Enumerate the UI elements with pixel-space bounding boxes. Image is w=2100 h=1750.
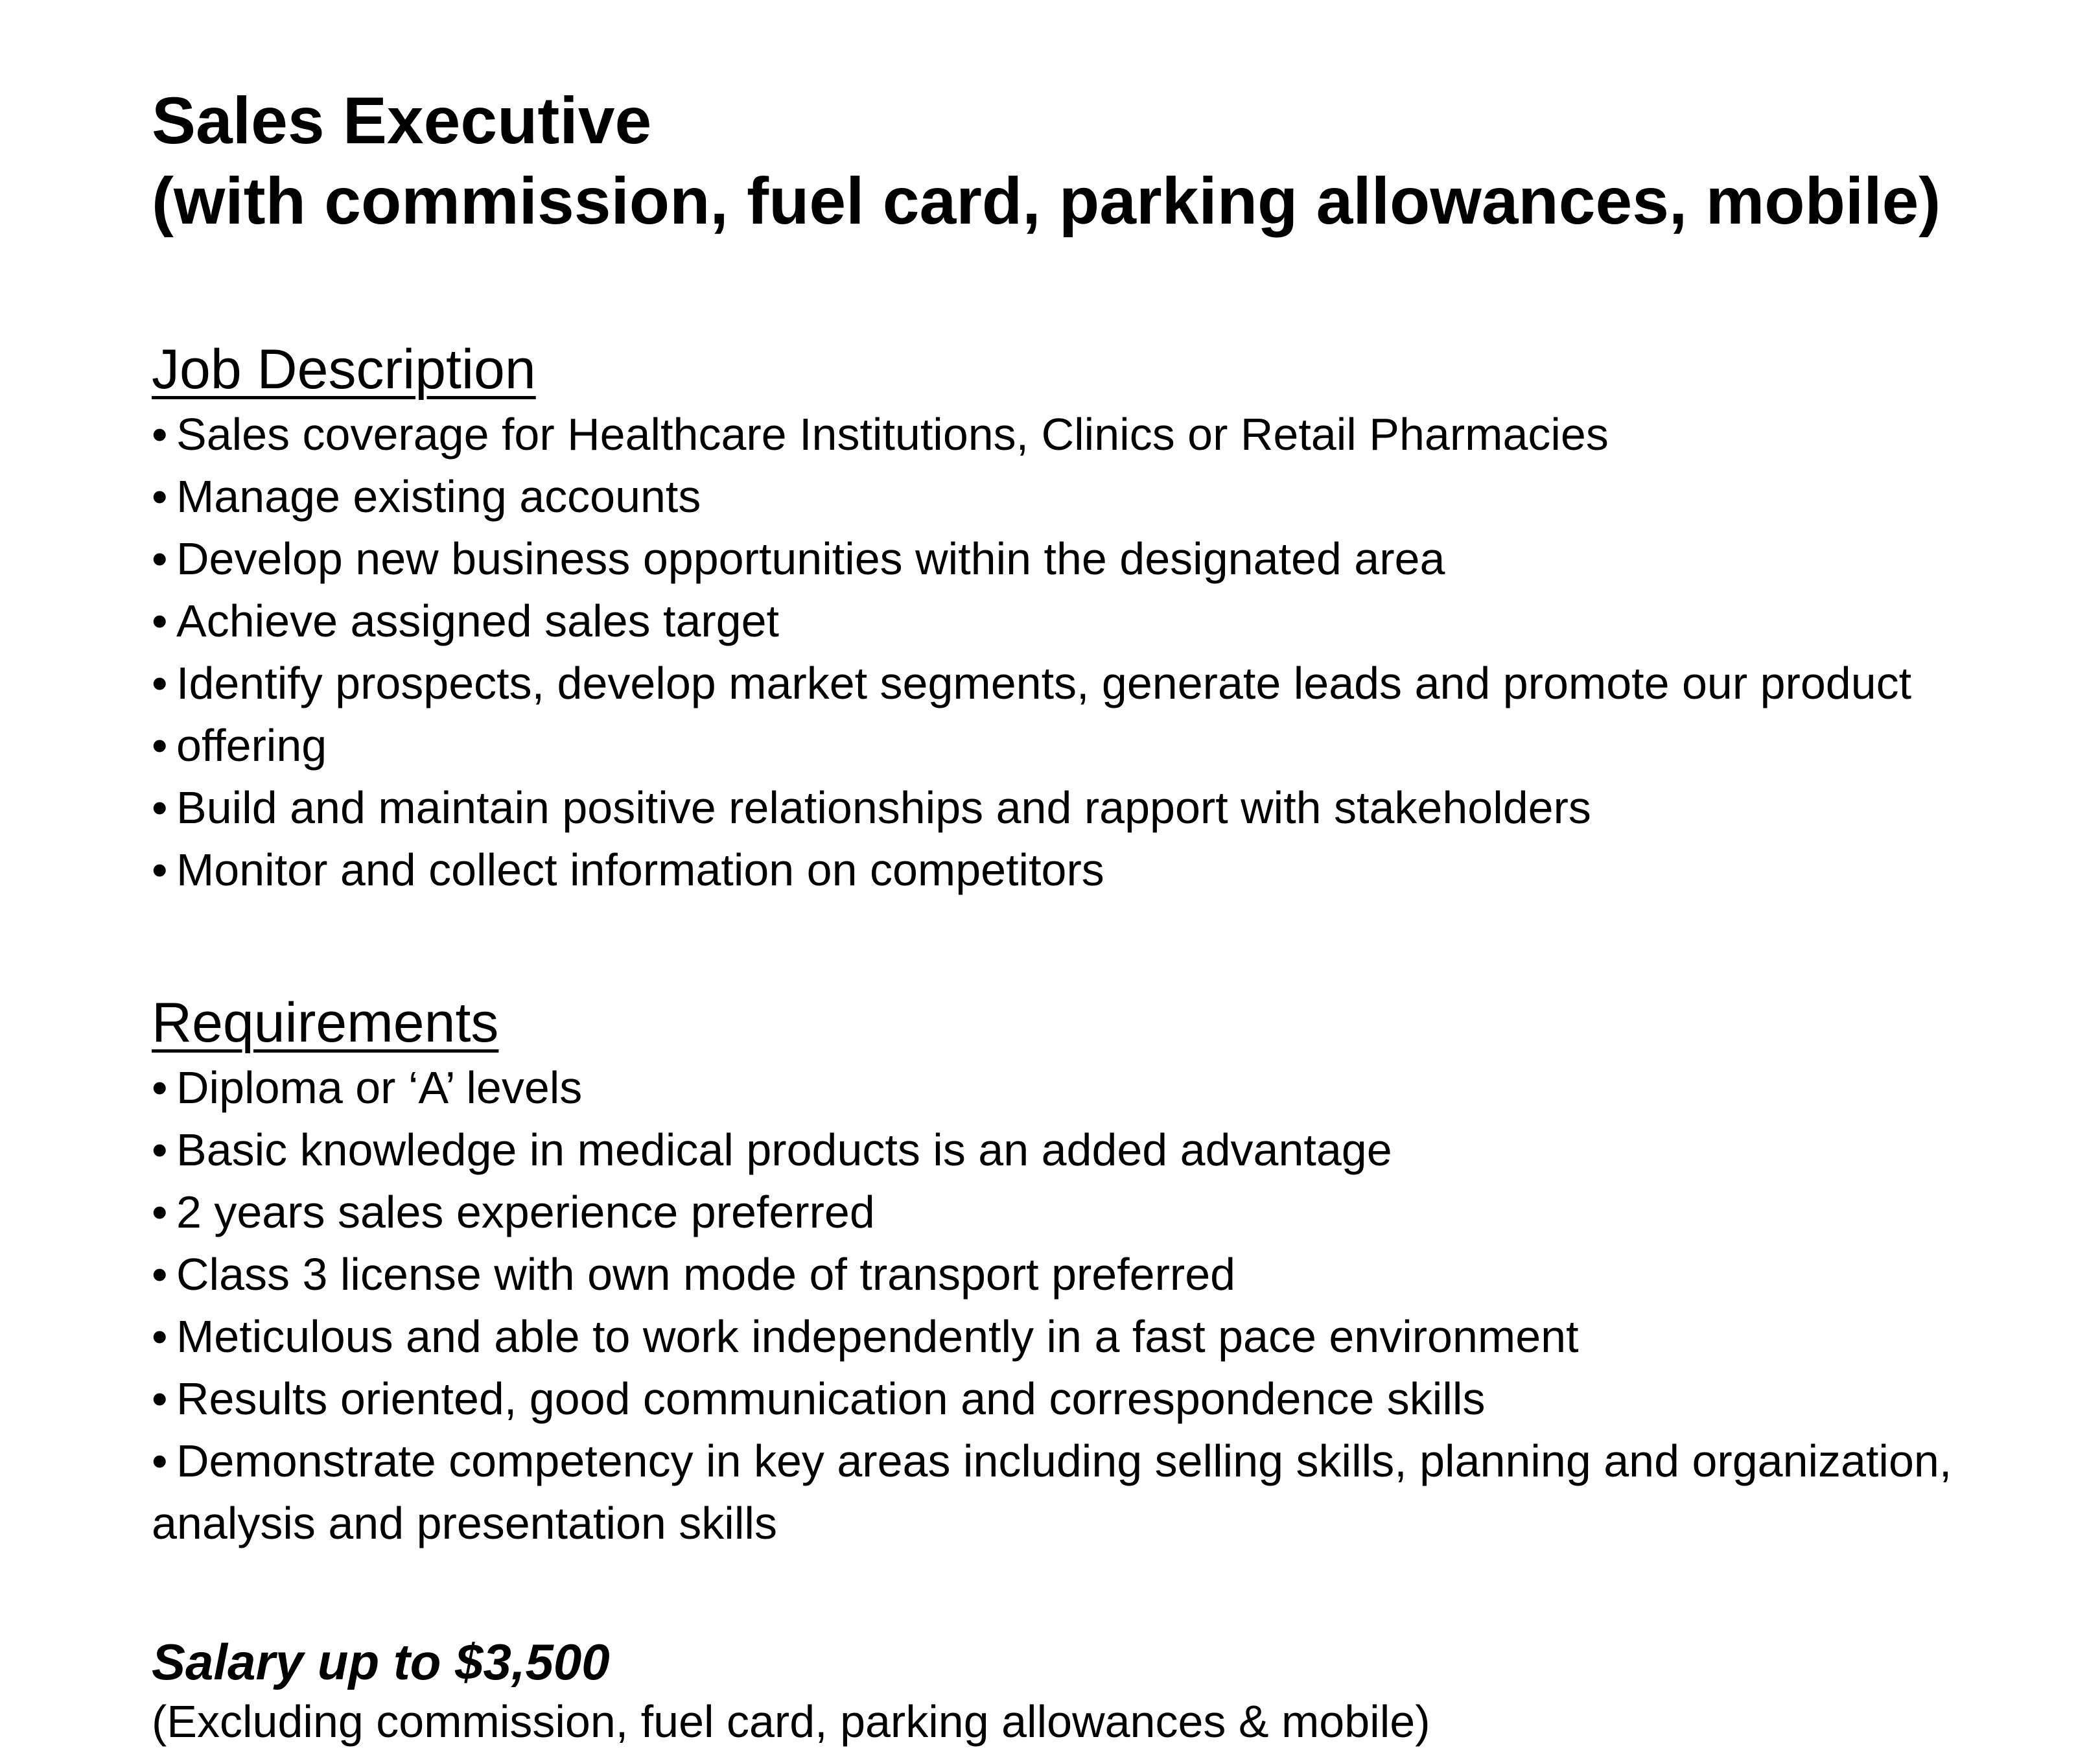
list-item — [152, 1430, 2057, 1554]
bullet-icon: • — [152, 720, 168, 771]
requirements-heading: Requirements — [152, 992, 499, 1054]
list-item-text: Basic knowledge in medical products is an added advantage — [176, 1125, 1392, 1175]
job-title — [152, 80, 2057, 241]
list-item — [152, 1305, 2057, 1368]
list-item — [152, 403, 2057, 465]
job-posting-document — [152, 80, 2057, 1750]
list-item — [152, 776, 2057, 839]
list-item-text: offering — [176, 720, 327, 771]
list-item-text: Build and maintain positive relationships and rapport with stakeholders — [176, 782, 1591, 833]
list-item-text: Identify prospects, develop market segments, generate leads and promote our product — [176, 658, 1912, 708]
job-description-heading: Job Description — [152, 338, 536, 401]
bullet-icon: • — [152, 658, 168, 708]
list-item-text: Sales coverage for Healthcare Institutions, Clinics or Retail Pharmacies — [176, 409, 1609, 460]
list-item-text: Develop new business opportunities within the designated area — [176, 533, 1445, 584]
list-item — [152, 1056, 2057, 1119]
list-item-text: Class 3 license with own mode of transport preferred — [176, 1249, 1236, 1300]
list-item-text: 2 years sales experience preferred — [176, 1187, 875, 1237]
salary-headline: Salary up to $3,500 — [152, 1633, 610, 1690]
list-item-text: Diploma or ‘A’ levels — [176, 1062, 583, 1113]
salary-note: (Excluding commission, fuel card, parking allowances & mobile) — [152, 1696, 1430, 1747]
list-item — [152, 465, 2057, 528]
job-description-list — [152, 403, 2057, 901]
bullet-icon: • — [152, 1062, 168, 1113]
list-item — [152, 839, 2057, 901]
list-item-text: Achieve assigned sales target — [176, 596, 779, 646]
bullet-icon: • — [152, 1373, 168, 1424]
bullet-icon: • — [152, 533, 168, 584]
list-item-text: Results oriented, good communication and correspondence skills — [176, 1373, 1486, 1424]
list-item-text: Demonstrate competency in key areas including selling skills, planning and organization, analysis and presentation skills — [152, 1436, 1952, 1548]
bullet-icon: • — [152, 782, 168, 833]
list-item — [152, 528, 2057, 590]
bullet-icon: • — [152, 596, 168, 646]
job-title-line-2: (with commission, fuel card, parking allowances, mobile) — [152, 164, 1941, 238]
list-item — [152, 1368, 2057, 1430]
requirements-list — [152, 1056, 2057, 1554]
bullet-icon: • — [152, 1249, 168, 1300]
bullet-icon: • — [152, 1436, 168, 1486]
list-item-text: Manage existing accounts — [176, 471, 701, 522]
list-item — [152, 714, 2057, 776]
list-item-text: Monitor and collect information on competitors — [176, 845, 1104, 895]
bullet-icon: • — [152, 1125, 168, 1175]
list-item-text: Meticulous and able to work independently in a fast pace environment — [176, 1311, 1579, 1362]
job-title-line-1: Sales Executive — [152, 84, 652, 158]
list-item — [152, 1181, 2057, 1243]
list-item — [152, 1243, 2057, 1305]
list-item — [152, 590, 2057, 652]
bullet-icon: • — [152, 1311, 168, 1362]
list-item — [152, 1119, 2057, 1181]
bullet-icon: • — [152, 1187, 168, 1237]
bullet-icon: • — [152, 471, 168, 522]
list-item — [152, 652, 2057, 714]
bullet-icon: • — [152, 845, 168, 895]
bullet-icon: • — [152, 409, 168, 460]
